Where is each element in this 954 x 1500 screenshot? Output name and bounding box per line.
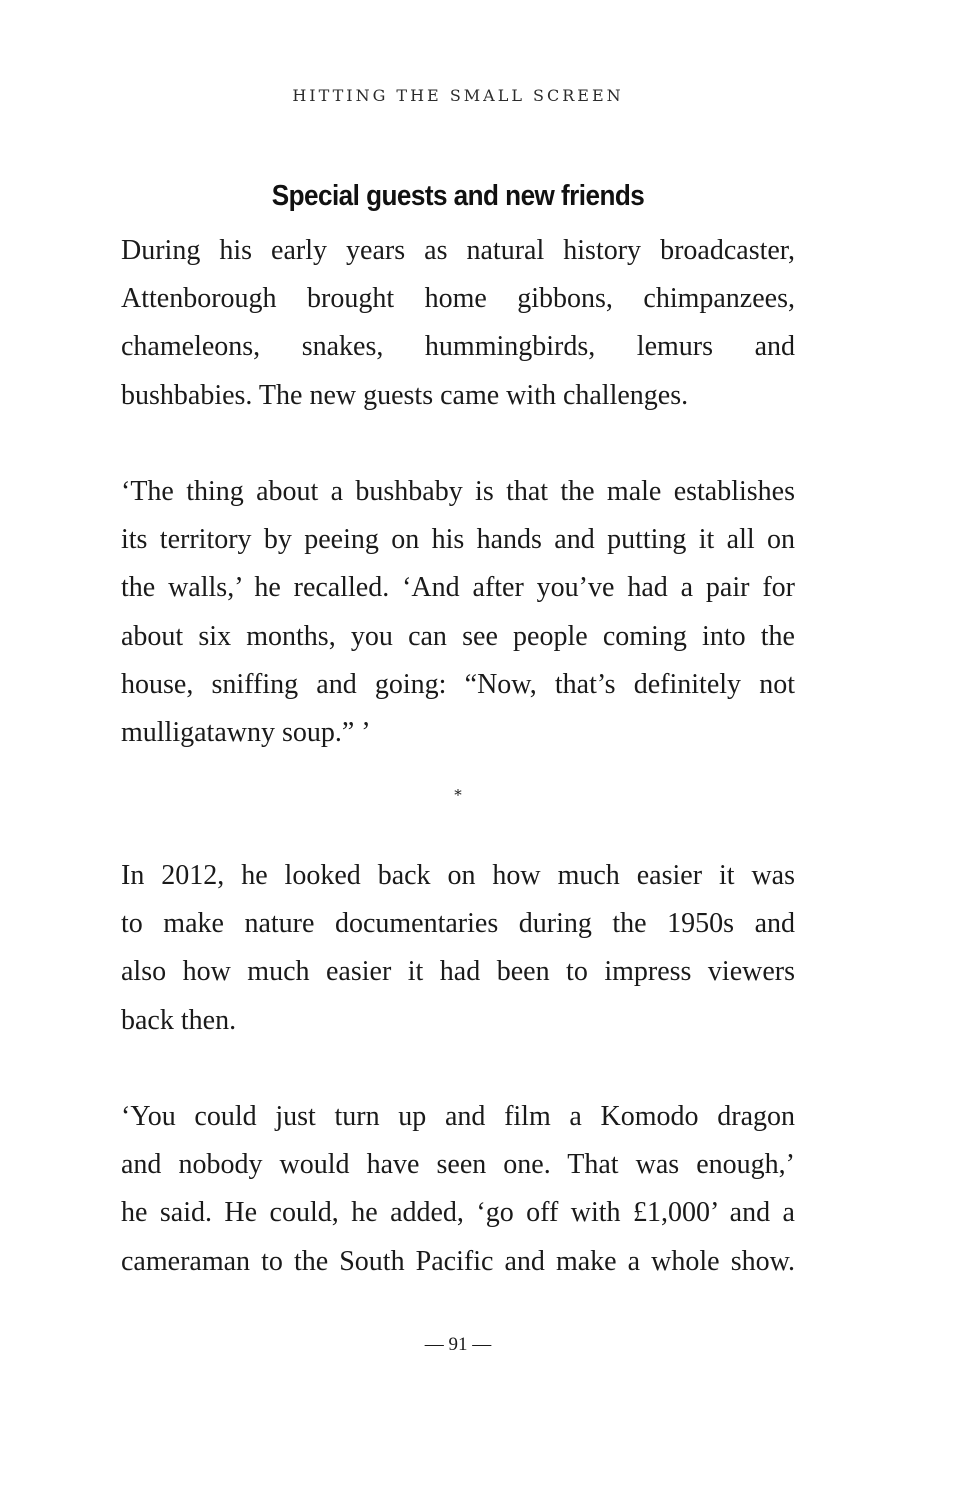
paragraph-2 <box>121 468 795 757</box>
paragraph-line: about six months, you can see people coming into the <box>121 620 795 652</box>
section-heading: Special guests and new friends <box>271 180 645 212</box>
paragraph-line: back then. <box>121 1004 237 1036</box>
running-head: HITTING THE SMALL SCREEN <box>292 86 624 105</box>
paragraph-line: to make nature documentaries during the 1950s and <box>121 908 795 940</box>
paragraph-line: its territory by peeing on his hands and putting it all on <box>121 524 795 556</box>
paragraph-line: chameleons, snakes, hummingbirds, lemurs and <box>121 331 795 363</box>
page-number: — 91 — <box>424 1334 492 1355</box>
paragraph-line: house, sniffing and going: “Now, that’s definitely not <box>121 668 795 700</box>
paragraph-3 <box>121 852 795 1045</box>
paragraph-line: ‘You could just turn up and film a Komodo dragon <box>121 1101 795 1132</box>
paragraph-line: he said. He could, he added, ‘go off with £1,000’ and a <box>121 1197 795 1229</box>
paragraph-line: mulligatawny soup.” ’ <box>121 717 371 749</box>
paragraph-line: ‘The thing about a bushbaby is that the male establishes <box>121 476 795 507</box>
paragraph-line: cameraman to the South Pacific and make a whole show. <box>121 1245 795 1277</box>
paragraph-line: During his early years as natural history broadcaster, <box>121 235 795 266</box>
paragraph-line: bushbabies. The new guests came with challenges. <box>121 379 689 411</box>
paragraph-line: and nobody would have seen one. That was enough,’ <box>121 1149 795 1181</box>
paragraph-4 <box>121 1093 795 1286</box>
paragraph-line: also how much easier it had been to impress viewers <box>121 956 795 988</box>
paragraph-line: In 2012, he looked back on how much easier it was <box>121 860 795 891</box>
section-separator: * <box>454 786 462 804</box>
paragraph-line: the walls,’ he recalled. ‘And after you’ve had a pair for <box>121 572 795 604</box>
paragraph-1 <box>121 227 795 420</box>
paragraph-line: Attenborough brought home gibbons, chimpanzees, <box>121 283 795 315</box>
